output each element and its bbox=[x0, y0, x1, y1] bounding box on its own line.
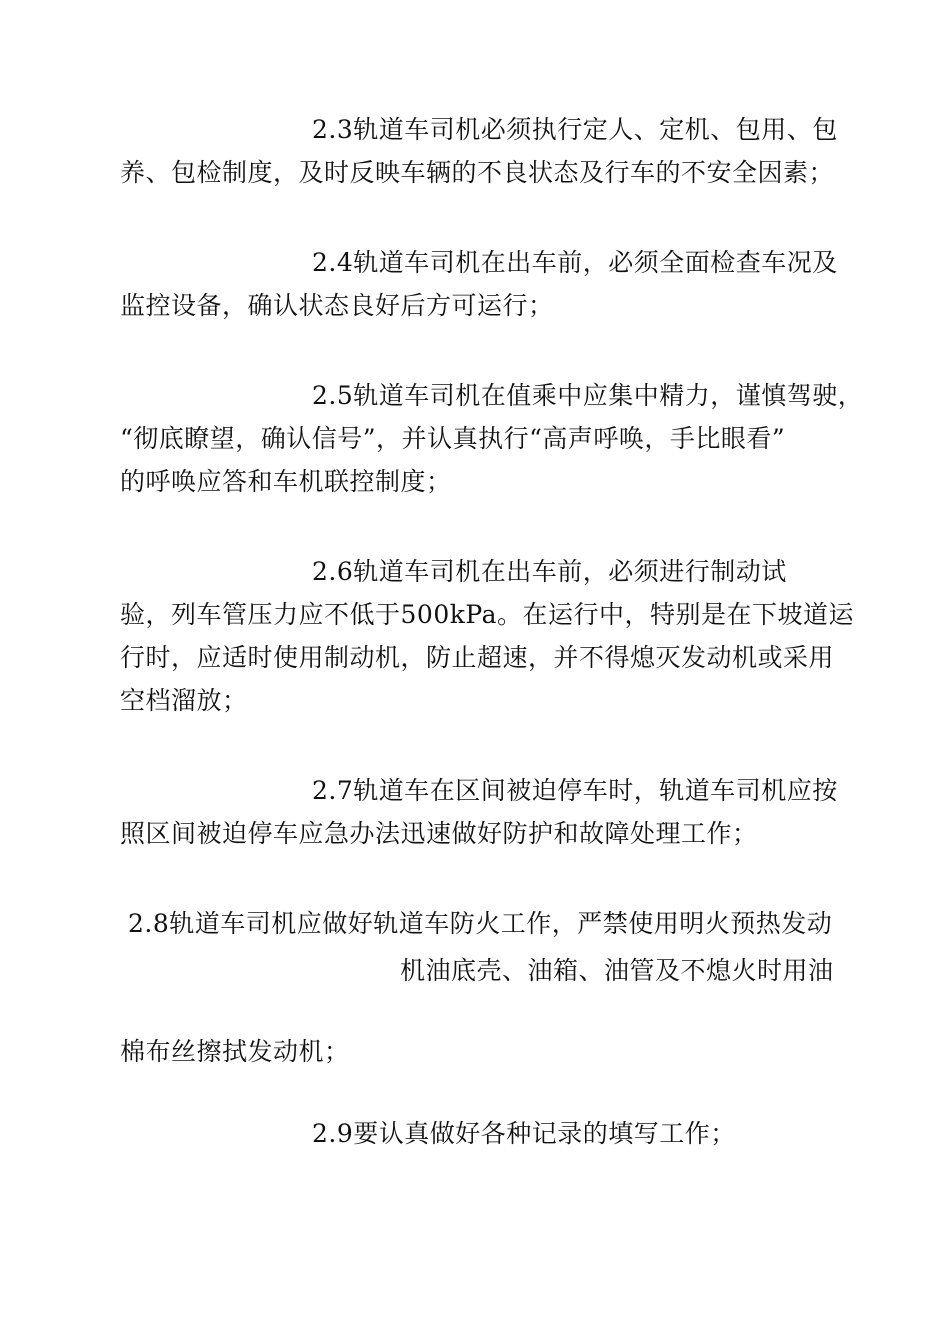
paragraph-2-4-line-1: 2.4轨道车司机在出车前，必须全面检查车况及 bbox=[312, 248, 838, 277]
paragraph-2-5-line-3: 的呼唤应答和车机联控制度； bbox=[120, 467, 452, 496]
paragraph-2-6-line-3: 行时，应适时使用制动机，防止超速，并不得熄灭发动机或采用 bbox=[120, 643, 835, 672]
paragraph-2-3-line-1: 2.3轨道车司机必须执行定人、定机、包用、包 bbox=[312, 115, 838, 144]
paragraph-2-7-line-2: 照区间被迫停车应急办法迅速做好防护和故障处理工作； bbox=[120, 819, 758, 848]
paragraph-2-6-line-4: 空档溜放； bbox=[120, 686, 248, 715]
paragraph-2-5-line-2: “彻底瞭望，确认信号”，并认真执行“高声呼唤，手比眼看” bbox=[120, 424, 786, 453]
paragraph-2-4-line-2: 监控设备，确认状态良好后方可运行； bbox=[120, 291, 554, 320]
paragraph-2-9-line-1: 2.9要认真做好各种记录的填写工作； bbox=[312, 1119, 736, 1148]
paragraph-2-5-line-1: 2.5轨道车司机在值乘中应集中精力，谨慎驾驶， bbox=[312, 381, 864, 410]
paragraph-2-7-line-1: 2.7轨道车在区间被迫停车时，轨道车司机应按 bbox=[312, 776, 838, 805]
paragraph-2-6-line-2: 验，列车管压力应不低于500kPa。在运行中，特别是在下坡道运 bbox=[120, 600, 854, 629]
paragraph-2-3-line-2: 养、包检制度，及时反映车辆的不良状态及行车的不安全因素； bbox=[120, 158, 835, 187]
paragraph-2-8-line-3: 棉布丝擦拭发动机； bbox=[120, 1037, 350, 1066]
paragraph-2-8-line-1: 2.8轨道车司机应做好轨道车防火工作，严禁使用明火预热发动 bbox=[128, 909, 833, 938]
paragraph-2-8-line-2: 机油底壳、油箱、油管及不熄火时用油 bbox=[400, 956, 834, 985]
paragraph-2-6-line-1: 2.6轨道车司机在出车前，必须进行制动试 bbox=[312, 557, 787, 586]
